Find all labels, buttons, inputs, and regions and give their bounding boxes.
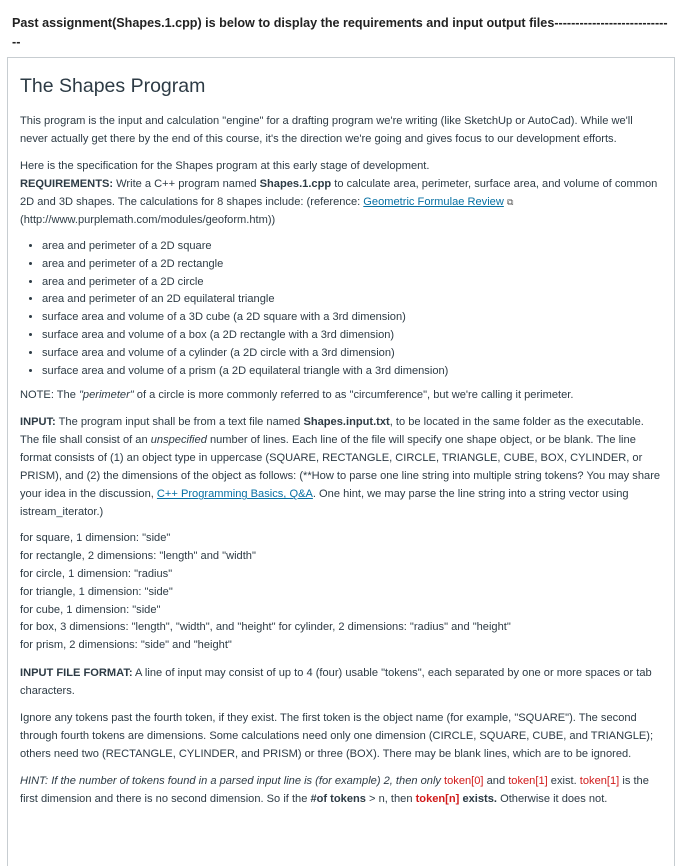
input-format-paragraph (20, 664, 662, 700)
token-1-second: token[1] (579, 774, 620, 787)
content-panel (7, 57, 675, 866)
list-item: • area and perimeter of an 2D equilateral triangle (42, 291, 662, 309)
hint-b: is the first dimension and there is no second dimension. So if the (20, 774, 649, 805)
program-name: Shapes.1.cpp (259, 178, 332, 190)
req-text-c: (http://www.purplemath.com/modules/geoform.htm)) (20, 214, 276, 226)
input-format-text: A line of input may consist of up to 4 (four) usable "tokens", each separated by one or more spaces or tab characters. (20, 666, 652, 697)
input-b: , to be located in the same folder as the executable. The file shall consist of an (20, 416, 644, 447)
cpp-basics-link[interactable]: C++ Programming Basics, Q&A (156, 488, 313, 501)
geometric-formulae-link[interactable]: Geometric Formulae Review (363, 196, 504, 208)
req-text-b: to calculate area, perimeter, surface area, and volume of common 2D and 3D shapes. The calculations for 8 shapes include: (reference: (20, 178, 658, 208)
list-item: • area and perimeter of a 2D square (42, 238, 662, 256)
token-1: token[1] (508, 774, 548, 787)
hint-paragraph (20, 772, 662, 808)
hint-d: Otherwise it does not. (496, 792, 608, 805)
note-rest: of a circle is more commonly referred to as "circumference", but we're calling it perimeter. (133, 389, 574, 402)
requirements-paragraph (20, 175, 662, 229)
ignore-paragraph: Ignore any tokens past the fourth token, if they exist. The first token is the object name (for example, "SQUARE"). The second through fourth tokens are dimensions. Some calculations need only one dimension (CIRCLE, SQUARE, CUBE, and TRIANGLE); others need two (RECTANGLE, CYLINDER, and PRISM) or three (BOX). There may be blank lines, which are to be ignored. (20, 711, 654, 760)
dimension-line: for cube, 1 dimension: "side" (20, 603, 161, 616)
hint-and: and (483, 774, 509, 787)
page-title: The Shapes Program (20, 75, 206, 97)
token-n: token[n] (415, 792, 460, 805)
dimension-line: for circle, 1 dimension: "radius" (20, 567, 173, 580)
input-file-name: Shapes.input.txt (303, 416, 390, 429)
dimension-line: for square, 1 dimension: "side" (20, 532, 171, 545)
hint-c: > n, then (365, 792, 416, 805)
dimensions-block (20, 530, 662, 655)
hint-bold-exists: exists. (459, 792, 497, 805)
list-item: • surface area and volume of a 3D cube (a 2D square with a 3rd dimension) (42, 309, 662, 327)
list-item: • area and perimeter of a 2D circle (42, 274, 662, 292)
input-a: The program input shall be from a text file named (55, 416, 304, 429)
list-item: • area and perimeter of a 2D rectangle (42, 256, 662, 274)
input-format-label: INPUT FILE FORMAT: (20, 666, 133, 679)
note-paragraph (20, 386, 662, 404)
list-item: • surface area and volume of a box (a 2D rectangle with a 3rd dimension) (42, 327, 662, 345)
note-perimeter: "perimeter" (78, 389, 134, 402)
list-item: • surface area and volume of a cylinder (a 2D circle with a 3rd dimension) (42, 345, 662, 363)
input-paragraph (20, 413, 662, 521)
dimension-line: for box, 3 dimensions: "length", "width", and "height" for cylinder, 2 dimensions: "radius" and "height" (20, 621, 511, 634)
requirements-label: REQUIREMENTS: (20, 178, 114, 190)
intro-paragraph: This program is the input and calculation "engine" for a drafting program we're writing (like SketchUp or AutoCad). While we'll never actually get there by the end of this course, it's the direction we're going and gives focus to our development efforts. (20, 115, 633, 145)
dimension-line: for rectangle, 2 dimensions: "length" and "width" (20, 550, 256, 563)
shapes-list (20, 238, 662, 380)
hint-bold-tokens: #of tokens (310, 792, 366, 805)
hint-exist: exist. (547, 774, 577, 787)
input-label: INPUT: (20, 416, 56, 429)
req-text-a: Write a C++ program named (113, 178, 260, 190)
list-item: • surface area and volume of a prism (a 2D equilateral triangle with a 3rd dimension) (42, 363, 662, 381)
dimension-line: for prism, 2 dimensions: "side" and "height" (20, 639, 232, 652)
input-c: number of lines. Each line of the file will specify one shape object, or be blank. The line format consists of (1) an object type in uppercase (SQUARE, RECTANGLE, CIRCLE, TRIANGLE, CUBE, BOX, CYLINDER, or PRISM), and (2) the dimensions of the object as follows: (**How to parse one line string into multiple string tokens? You may share your idea in the discussion, (20, 434, 661, 501)
assignment-banner: Past assignment(Shapes.1.cpp) is below to display the requirements and input output files----------------------------- (12, 16, 668, 49)
hint-a: HINT: If the number of tokens found in a parsed input line is (for example) 2, then only (20, 774, 445, 787)
token-0: token[0] (444, 774, 484, 787)
spec-line: Here is the specification for the Shapes program at this early stage of development. (20, 160, 430, 172)
input-unspecified: unspecified (150, 434, 207, 447)
external-link-icon[interactable]: ⧉ (506, 197, 514, 207)
note-prefix: NOTE: The (20, 389, 79, 402)
dimension-line: for triangle, 1 dimension: "side" (20, 585, 173, 598)
input-d: . One hint, we may parse the line string into a string vector using istream_iterator.) (20, 488, 629, 519)
